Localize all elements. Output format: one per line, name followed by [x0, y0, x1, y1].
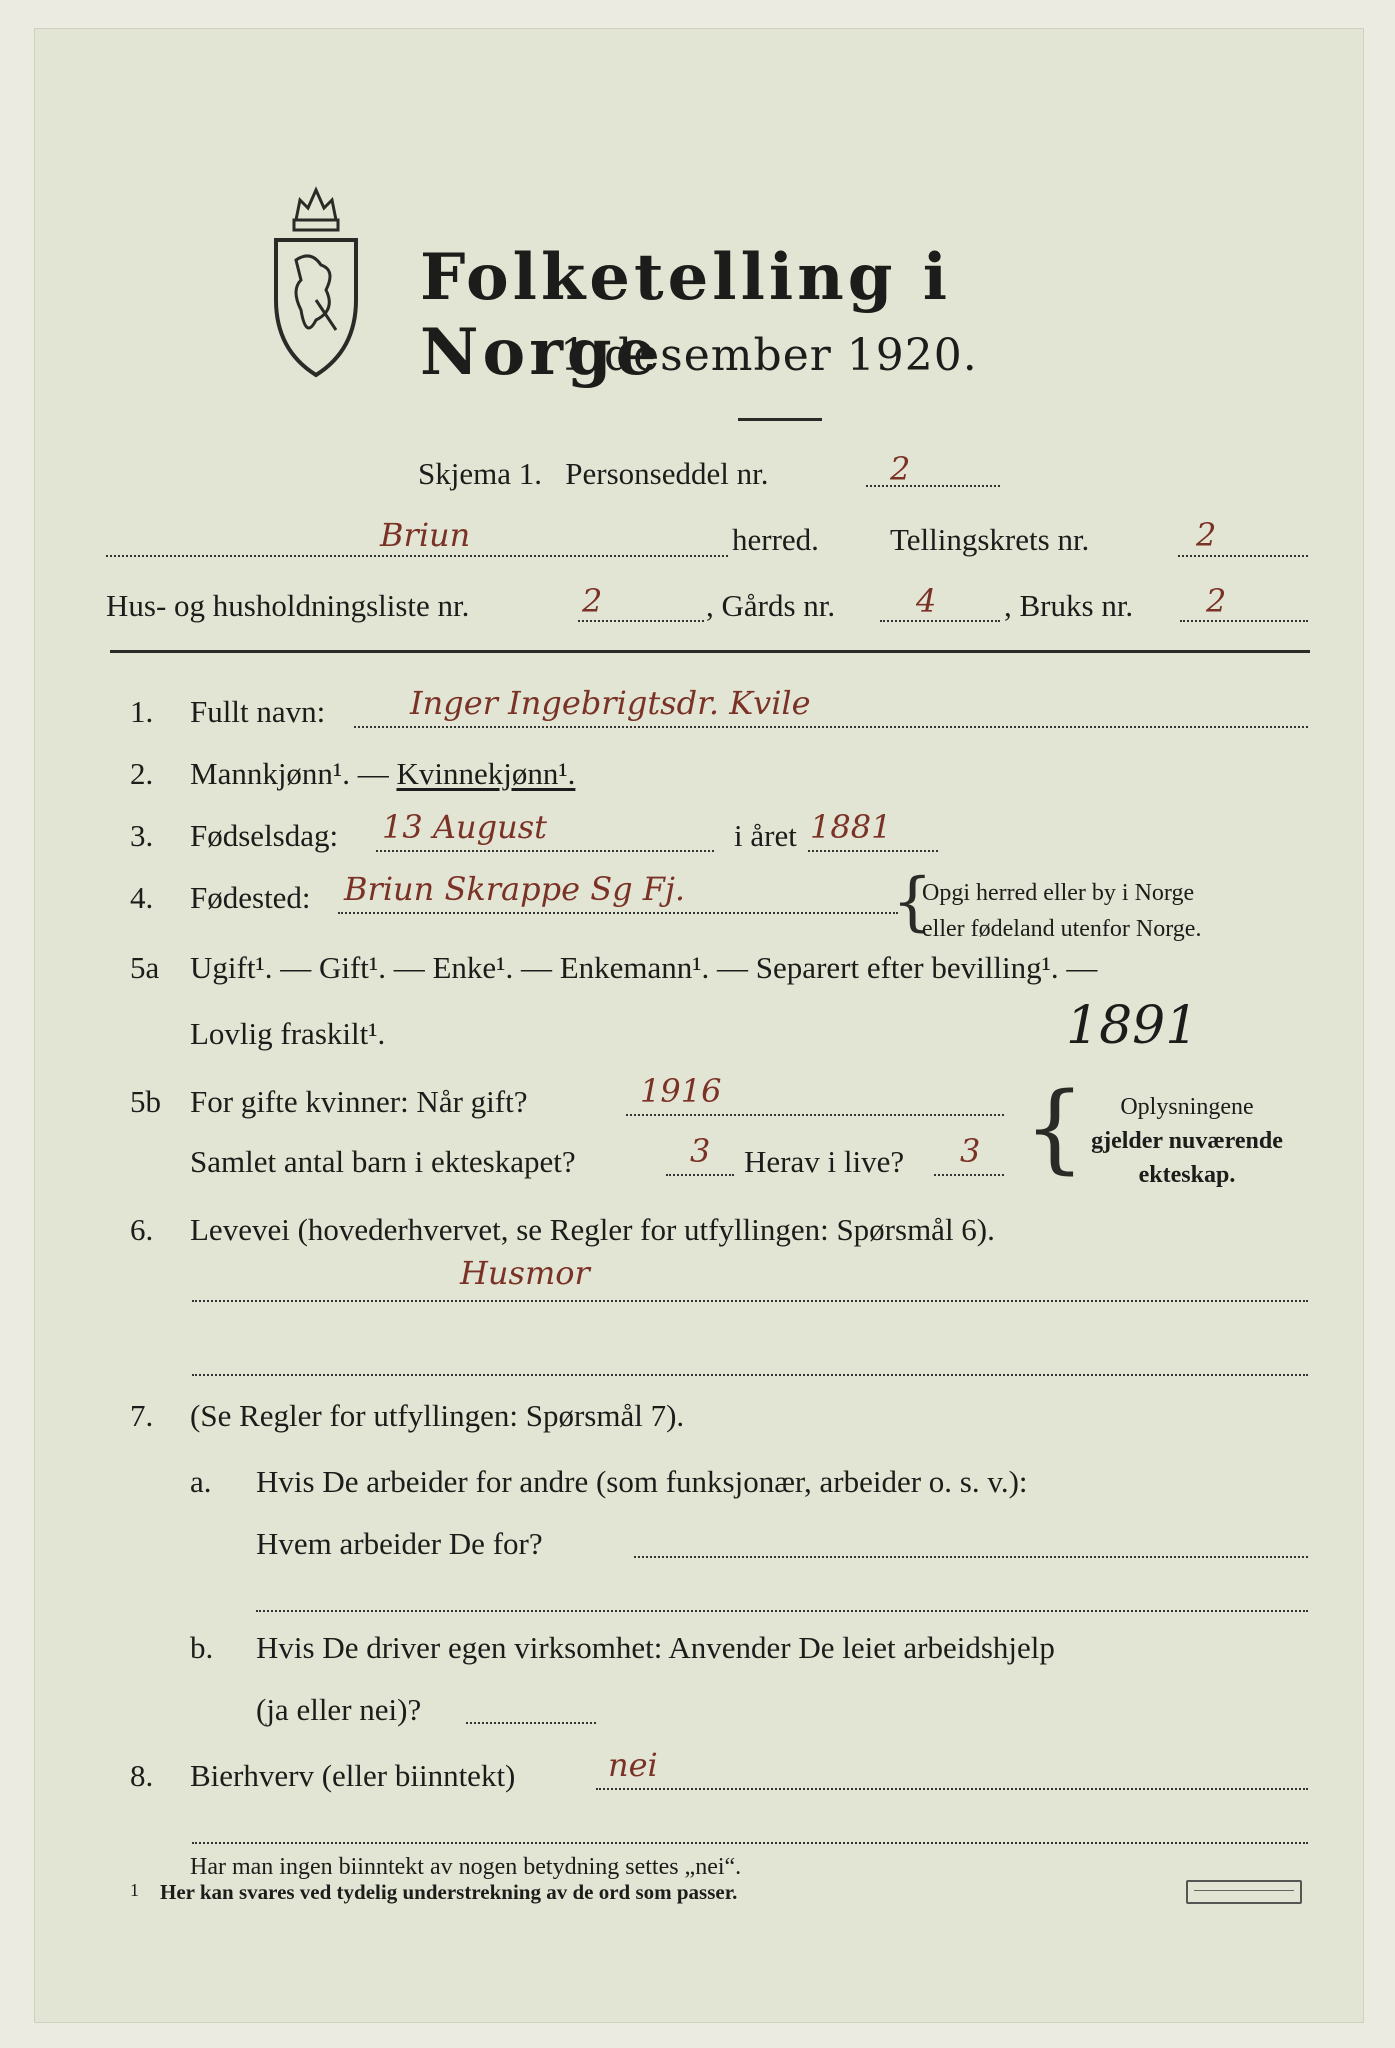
hus-label: Hus- og husholdningsliste nr. [106, 588, 470, 623]
q5b-children-value: 3 [690, 1132, 711, 1170]
q3-number: 3. [130, 818, 154, 853]
birthplace-field[interactable] [338, 912, 898, 914]
q5b-note-line1: Oplysningene [1120, 1094, 1254, 1120]
q4-value: Briun Skrappe Sg Fj. [344, 870, 686, 908]
herred-value: Briun [380, 516, 471, 554]
skjema-line [418, 456, 768, 492]
gards-label: , Gårds nr. [706, 588, 836, 623]
q6-value: Husmor [460, 1254, 590, 1292]
q8-label: Bierhverv (eller biinntekt) [190, 1758, 516, 1793]
q5b-alive-value: 3 [960, 1132, 981, 1170]
hus-field[interactable] [578, 620, 704, 622]
q4-label: Fødested: [190, 880, 311, 915]
q5b-value: 1916 [640, 1072, 722, 1110]
q5b-note-line3: ekteskap. [1138, 1162, 1236, 1188]
q5a-options-2: Lovlig fraskilt¹. [190, 1016, 386, 1051]
q5b-note [1062, 1090, 1312, 1192]
q1-value: Inger Ingebrigtsdr. Kvile [410, 684, 811, 722]
bruks-label: , Bruks nr. [1004, 588, 1134, 623]
q2-female[interactable]: Kvinnekjønn¹. [396, 756, 576, 791]
married-year-field[interactable] [626, 1114, 1004, 1116]
q5b-children-label: Samlet antal barn i ekteskapet? [190, 1144, 576, 1179]
q7b-letter: b. [190, 1630, 214, 1665]
hus-value: 2 [582, 582, 603, 620]
hired-help-field[interactable] [466, 1722, 596, 1724]
footer-note: Har man ingen biinntekt av nogen betydning settes „nei“. [190, 1854, 742, 1880]
q5a-number: 5a [130, 950, 160, 985]
q4-note-line2: eller fødeland utenfor Norge. [922, 916, 1202, 942]
birthday-field[interactable] [376, 850, 714, 852]
q6-label: Levevei (hovederhvervet, se Regler for utfyllingen: Spørsmål 6). [190, 1212, 995, 1247]
birth-year-field[interactable] [808, 850, 938, 852]
page-title: Folketelling i Norge [420, 240, 952, 390]
q5b-note-line2: gjelder nuværende [1091, 1128, 1283, 1154]
footnote-number: 1 [130, 1880, 139, 1900]
printer-stamp [1186, 1880, 1302, 1904]
skjema-label: Skjema 1. [418, 456, 542, 491]
children-field[interactable] [666, 1174, 734, 1176]
gards-value: 4 [916, 582, 937, 620]
q5b-number: 5b [130, 1084, 161, 1119]
q4-brace: { [892, 865, 933, 939]
employer-field-2[interactable] [256, 1610, 1308, 1612]
q8-number: 8. [130, 1758, 154, 1793]
tellingskrets-field[interactable] [1178, 555, 1308, 557]
q3-label: Fødselsdag: [190, 818, 339, 853]
full-name-field[interactable] [354, 726, 1308, 728]
header-divider [110, 650, 1310, 653]
q5b-alive-label: Herav i live? [744, 1144, 905, 1179]
q5a-handwritten-year: 1891 [1066, 996, 1199, 1056]
q5a-options: Ugift¹. — Gift¹. — Enke¹. — Enkemann¹. — Separert efter bevilling¹. — [190, 950, 1098, 985]
tellingskrets-label: Tellingskrets nr. [890, 522, 1090, 557]
q7-label: (Se Regler for utfyllingen: Spørsmål 7). [190, 1398, 685, 1433]
herred-label: herred. [732, 522, 819, 557]
occupation-field-2[interactable] [192, 1374, 1308, 1376]
q4-note-line1: Opgi herred eller by i Norge [922, 880, 1195, 906]
bruks-value: 2 [1206, 582, 1227, 620]
employer-field[interactable] [634, 1556, 1308, 1558]
side-income-field-2[interactable] [192, 1842, 1308, 1844]
title-divider [738, 418, 822, 421]
footnote-text: Her kan svares ved tydelig understrekning av de ord som passer. [160, 1880, 738, 1904]
occupation-field[interactable] [192, 1300, 1308, 1302]
q7b-label: Hvis De driver egen virksomhet: Anvender De leiet arbeidshjelp [256, 1630, 1055, 1665]
q7a-sub: Hvem arbeider De for? [256, 1526, 543, 1561]
q4-number: 4. [130, 880, 154, 915]
coat-of-arms-icon [266, 180, 366, 380]
q3-value: 13 August [382, 808, 547, 846]
bruks-field[interactable] [1180, 620, 1308, 622]
personseddel-field[interactable] [866, 485, 1000, 487]
personseddel-label: Personseddel nr. [565, 456, 769, 491]
q7b-sub: (ja eller nei)? [256, 1692, 422, 1727]
q6-number: 6. [130, 1212, 154, 1247]
alive-field[interactable] [934, 1174, 1004, 1176]
side-income-field[interactable] [596, 1788, 1308, 1790]
q1-number: 1. [130, 694, 154, 729]
page-subtitle: 1 desember 1920. [560, 330, 978, 381]
gards-field[interactable] [880, 620, 1000, 622]
q3-year-value: 1881 [810, 808, 892, 846]
q5b-brace: { [1024, 1072, 1086, 1184]
herred-field[interactable] [106, 555, 728, 557]
q3-year-label: i året [734, 818, 797, 853]
q5b-label: For gifte kvinner: Når gift? [190, 1084, 528, 1119]
q7a-label: Hvis De arbeider for andre (som funksjonær, arbeider o. s. v.): [256, 1464, 1028, 1499]
q8-value: nei [608, 1746, 658, 1784]
personseddel-value: 2 [890, 450, 911, 488]
q1-label: Fullt navn: [190, 694, 326, 729]
q2-number: 2. [130, 756, 154, 791]
q7-number: 7. [130, 1398, 154, 1433]
tellingskrets-value: 2 [1196, 516, 1217, 554]
q2-male[interactable]: Mannkjønn¹. — [190, 756, 389, 791]
q2-options [190, 756, 575, 792]
q7a-letter: a. [190, 1464, 212, 1499]
